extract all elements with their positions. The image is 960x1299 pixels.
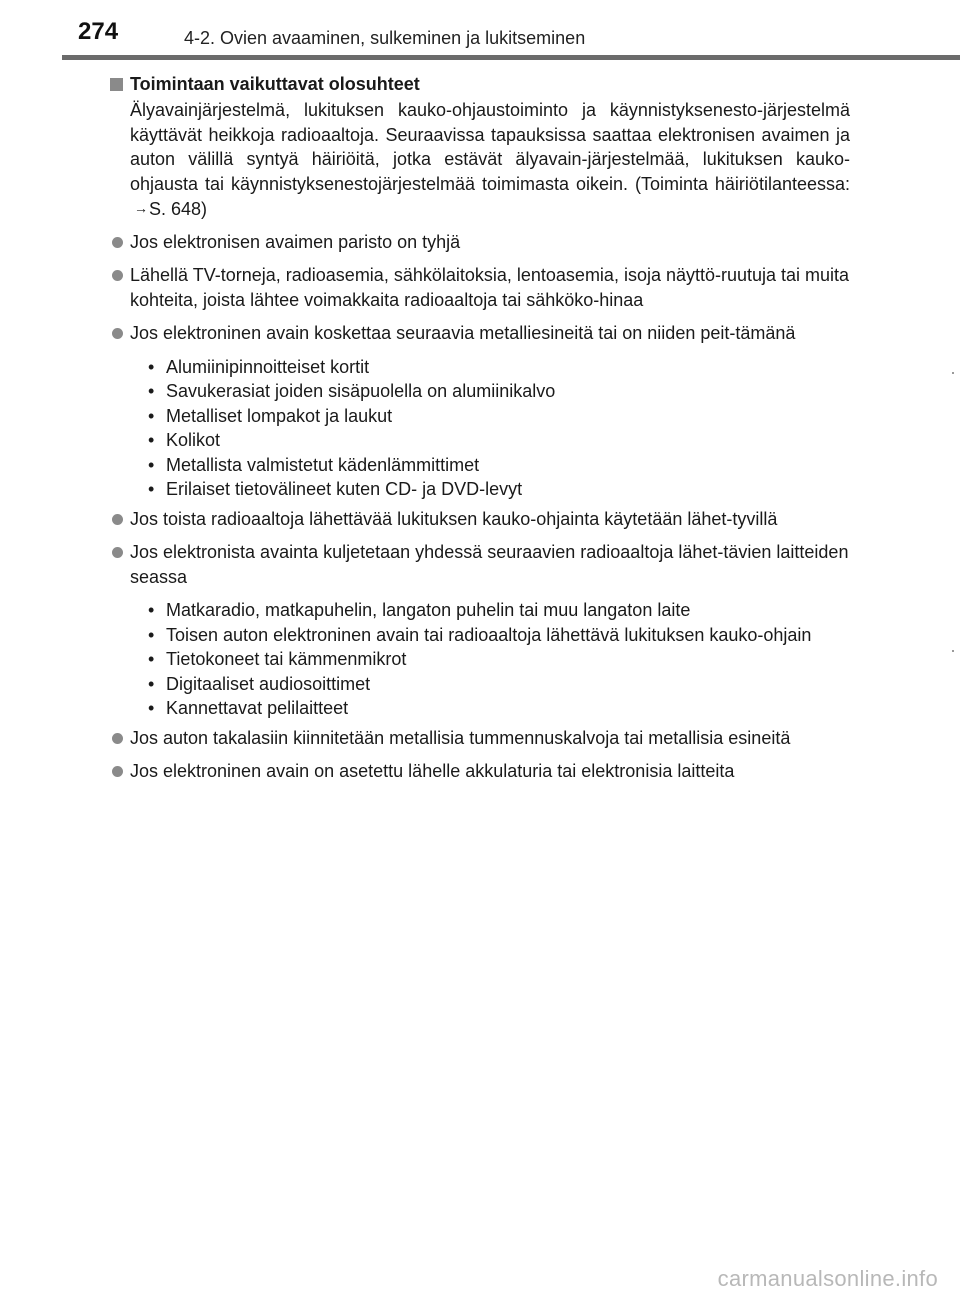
bullet-dot-icon [112, 270, 123, 281]
sub-list-item: • Savukerasiat joiden sisäpuolella on alumiinikalvo [148, 379, 850, 404]
bullet-item [110, 726, 850, 751]
sub-list [110, 355, 850, 502]
sub-list-item: • Tietokoneet tai kämmenmikrot [148, 647, 850, 672]
bullet-dot-icon [112, 237, 123, 248]
sub-list [110, 598, 850, 721]
sub-list-item: • Toisen auton elektroninen avain tai radioaaltoja lähettävä lukituksen kauko-ohjain [148, 623, 850, 648]
bullet-item [110, 540, 850, 589]
sub-list-item: • Alumiinipinnoitteiset kortit [148, 355, 850, 380]
page-content [110, 68, 850, 793]
sub-list-item: • Kolikot [148, 428, 850, 453]
bullet-dot-icon [112, 547, 123, 558]
bullet-item [110, 230, 850, 255]
intro-paragraph [110, 98, 850, 222]
bullet-text: Lähellä TV-torneja, radioasemia, sähkölaitoksia, lentoasemia, isoja näyttö-ruutuja tai muita kohteita, joista lähtee voimakkaita radioaaltoja tai sähköko-hinaa [130, 265, 850, 310]
bullet-text: Jos elektronisen avaimen paristo on tyhjä [130, 231, 461, 252]
sub-list-item: • Digitaaliset audiosoittimet [148, 672, 850, 697]
sub-list-item: • Metalliset lompakot ja laukut [148, 404, 850, 429]
bullet-dot-icon [112, 733, 123, 744]
bullet-item [110, 759, 850, 784]
chapter-title: 4-2. Ovien avaaminen, sulkeminen ja lukitseminen [184, 28, 586, 48]
arrow-right-icon: → [134, 200, 148, 216]
bullet-text: Jos elektronista avainta kuljetetaan yhdessä seuraavien radioaaltoja lähet-tävien laitteiden seassa [130, 542, 849, 587]
bullet-text: Jos auton takalasiin kiinnitetään metallisia tummennuskalvoja tai metallisia esineitä [130, 727, 791, 748]
page-header [0, 0, 960, 62]
footer-watermark: carmanualsonline.info [717, 1266, 938, 1291]
square-marker-icon [110, 78, 123, 91]
section-heading-text: Toimintaan vaikuttavat olosuhteet [130, 74, 420, 94]
header-rule [62, 55, 960, 60]
bullet-dot-icon [112, 328, 123, 339]
intro-text: Älyavainjärjestelmä, lukituksen kauko-ohjaustoiminto ja käynnistyksenesto-järjestelmä käyttävät heikkoja radioaaltoja. Seuraavissa tapauksissa saattaa elektronisen avaimen ja auton välillä syntyä häiriöitä, jotka estävät älyavain-järjestelmää, lukituksen kauko-ohjausta tai käynnistyksenestojärjestelmää toimimasta oikein. (Toiminta häiriötilanteessa: [130, 100, 850, 194]
edge-mark [952, 372, 954, 374]
bullet-item [110, 263, 850, 312]
bullet-item [110, 507, 850, 532]
sub-list-item: • Erilaiset tietovälineet kuten CD- ja DVD-levyt [148, 477, 850, 502]
bullet-dot-icon [112, 766, 123, 777]
page-number: 274 [78, 18, 119, 45]
sub-list-item: • Metallista valmistetut kädenlämmittimet [148, 453, 850, 478]
bullet-item [110, 321, 850, 346]
bullet-text: Jos elektroninen avain koskettaa seuraavia metalliesineitä tai on niiden peit-tämänä [130, 323, 796, 343]
bullet-text: Jos toista radioaaltoja lähettävää lukituksen kauko-ohjainta käytetään lähet-tyvillä [130, 508, 778, 529]
section-heading [110, 72, 850, 96]
bullet-dot-icon [112, 514, 123, 525]
page-reference: S. 648) [149, 199, 208, 219]
sub-list-item: • Kannettavat pelilaitteet [148, 696, 850, 721]
bullet-text: Jos elektroninen avain on asetettu lähelle akkulaturia tai elektronisia laitteita [130, 761, 735, 781]
sub-list-item: • Matkaradio, matkapuhelin, langaton puhelin tai muu langaton laite [148, 598, 850, 623]
edge-mark [952, 650, 954, 652]
